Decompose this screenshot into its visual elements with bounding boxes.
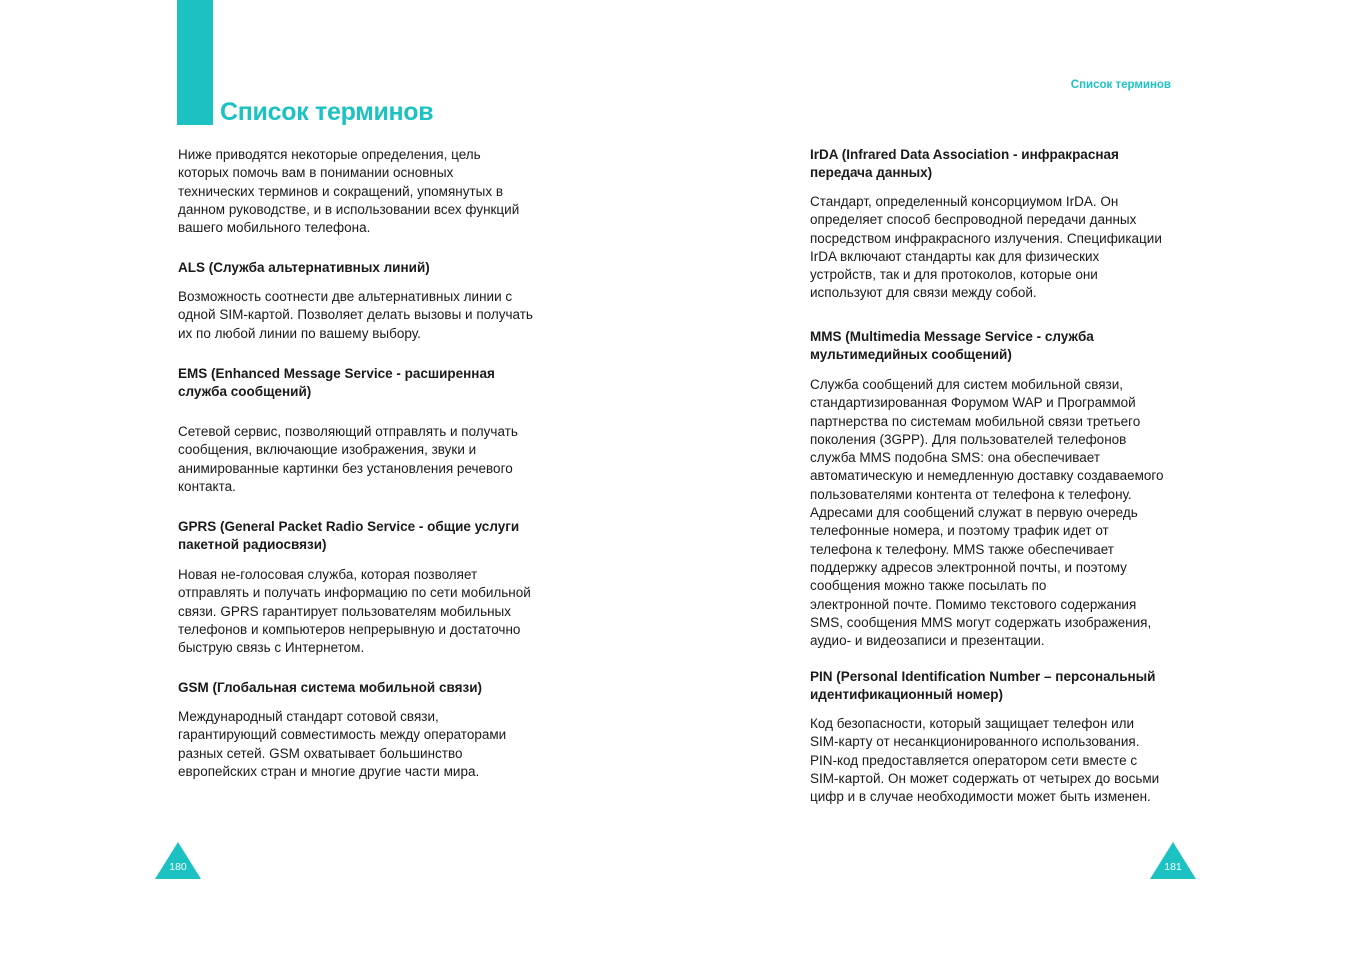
definition-line: быструю связь с Интернетом. [178,640,365,656]
term-als [178,259,558,277]
definition-line: Код безопасности, который защищает телефон или [810,716,1135,731]
term-irda [810,146,1200,183]
page-number-left-label: 180 [169,861,187,873]
definition-line: связи. GPRS гарантирует пользователям мобильных [178,603,512,619]
definition-line: автоматическую и немедленную доставку создаваемого [810,468,1164,484]
definition-line: определяет способ беспроводной передачи данных [810,212,1137,228]
term-line: IrDA (Infrared Data Association - инфракрасная [810,147,1119,162]
definition-gprs [178,566,558,657]
definition-line: отправлять и получать информацию по сети мобильной [178,585,531,601]
term-line: MMS (Multimedia Message Service - служба [810,329,1094,344]
definition-line: Служба сообщений для систем мобильной связи, [810,377,1124,392]
term-line: EMS (Enhanced Message Service - расширенная [178,366,495,381]
definition-line: гарантирующий совместимость между операторами [178,727,507,743]
term-line: мультимедийных сообщений) [810,347,1012,363]
intro-line: данном руководстве, и в использовании всех функций [178,201,520,217]
page-number-left [155,842,201,879]
page-title: Список терминов [220,98,434,126]
page-number-right [1150,842,1196,879]
term-ems [178,365,558,402]
definition-als [178,288,558,343]
term-line: PIN (Personal Identification Number – персональный [810,669,1156,684]
header-accent-bar [177,0,213,125]
term-line: ALS (Служба альтернативных линий) [178,260,430,275]
definition-line: поддержку адресов электронной почты, и поэтому [810,559,1127,575]
definition-line: IrDA включают стандарты как для физических [810,248,1100,264]
definition-line: контакта. [178,478,236,494]
definition-line: одной SIM-картой. Позволяет делать вызовы и получать [178,307,533,323]
intro-line: которых помочь вам в понимании основных [178,165,454,181]
definition-line: Адресами для сообщений служат в первую очередь [810,505,1138,521]
definition-line: партнерства по системам мобильной связи третьего [810,413,1141,429]
definition-line: цифр и в случае необходимости может быть изменен. [810,789,1151,805]
term-line: GSM (Глобальная система мобильной связи) [178,680,482,695]
definition-line: телефонов и компьютеров непрерывную и достаточно [178,621,521,637]
intro-line: Ниже приводятся некоторые определения, цель [178,147,481,162]
definition-line: устройств, так и для протоколов, которые они [810,267,1098,283]
definition-line: стандартизированная Форумом WAP и Программой [810,395,1136,411]
term-mms [810,328,1200,365]
definition-line: телефона к телефону. MMS также обеспечивает [810,541,1114,557]
definition-line: телефонные номера, и поэтому трафик идет от [810,523,1109,539]
term-line: идентификационный номер) [810,687,1004,703]
intro-paragraph [178,146,538,237]
term-pin [810,668,1200,705]
term-line: GPRS (General Packet Radio Service - общие услуги [178,519,520,534]
definition-line: посредством инфракрасного излучения. Спецификации [810,230,1162,246]
definition-line: SIM-картой. Он может содержать от четырех до восьми [810,770,1160,786]
definition-line: Новая не-голосовая служба, которая позволяет [178,567,478,582]
term-gprs [178,518,558,555]
definition-line: разных сетей. GSM охватывает большинство [178,745,463,761]
definition-line: анимированные картинки без установления речевого [178,460,513,476]
definition-line: электронной почте. Помимо текстового содержания [810,596,1137,612]
definition-line: их по любой линии по вашему выбору. [178,325,421,341]
definition-mms [810,376,1200,650]
definition-line: аудио- и видеозаписи и презентации. [810,633,1045,649]
intro-line: вашего мобильного телефона. [178,220,371,236]
definition-line: SMS, сообщения MMS могут содержать изображения, [810,614,1152,630]
definition-line: европейских стран и многие другие части мира. [178,763,480,779]
term-line: пакетной радиосвязи) [178,537,327,553]
term-gsm [178,679,558,697]
definition-line: Стандарт, определенный консорциумом IrDA. Он [810,194,1119,209]
definition-line: служба MMS подобна SMS: она обеспечивает [810,450,1101,466]
definition-line: пользователями контента от телефона к телефону. [810,486,1132,502]
definition-line: PIN-код предоставляется оператором сети вместе с [810,752,1138,768]
term-line: служба сообщений) [178,384,312,400]
definition-line: сообщения можно также посылать по [810,578,1047,594]
running-header: Список терминов [1070,79,1171,91]
definition-line: SIM-карту от несанкционированного использования. [810,734,1140,750]
definition-line: используют для связи между собой. [810,285,1037,301]
definition-gsm [178,708,558,781]
definition-ems [178,423,558,496]
page-number-right-label: 181 [1164,861,1182,873]
intro-line: технических терминов и сокращений, упомянутых в [178,183,504,199]
definition-line: Международный стандарт сотовой связи, [178,709,439,724]
term-line: передача данных) [810,165,933,181]
definition-line: Возможность соотнести две альтернативных линии с [178,289,513,304]
definition-line: поколения (3GPP). Для пользователей телефонов [810,431,1127,447]
definition-pin [810,715,1200,806]
definition-line: сообщения, включающие изображения, звуки и [178,442,477,458]
definition-line: Сетевой сервис, позволяющий отправлять и получать [178,424,518,439]
definition-irda [810,193,1200,303]
